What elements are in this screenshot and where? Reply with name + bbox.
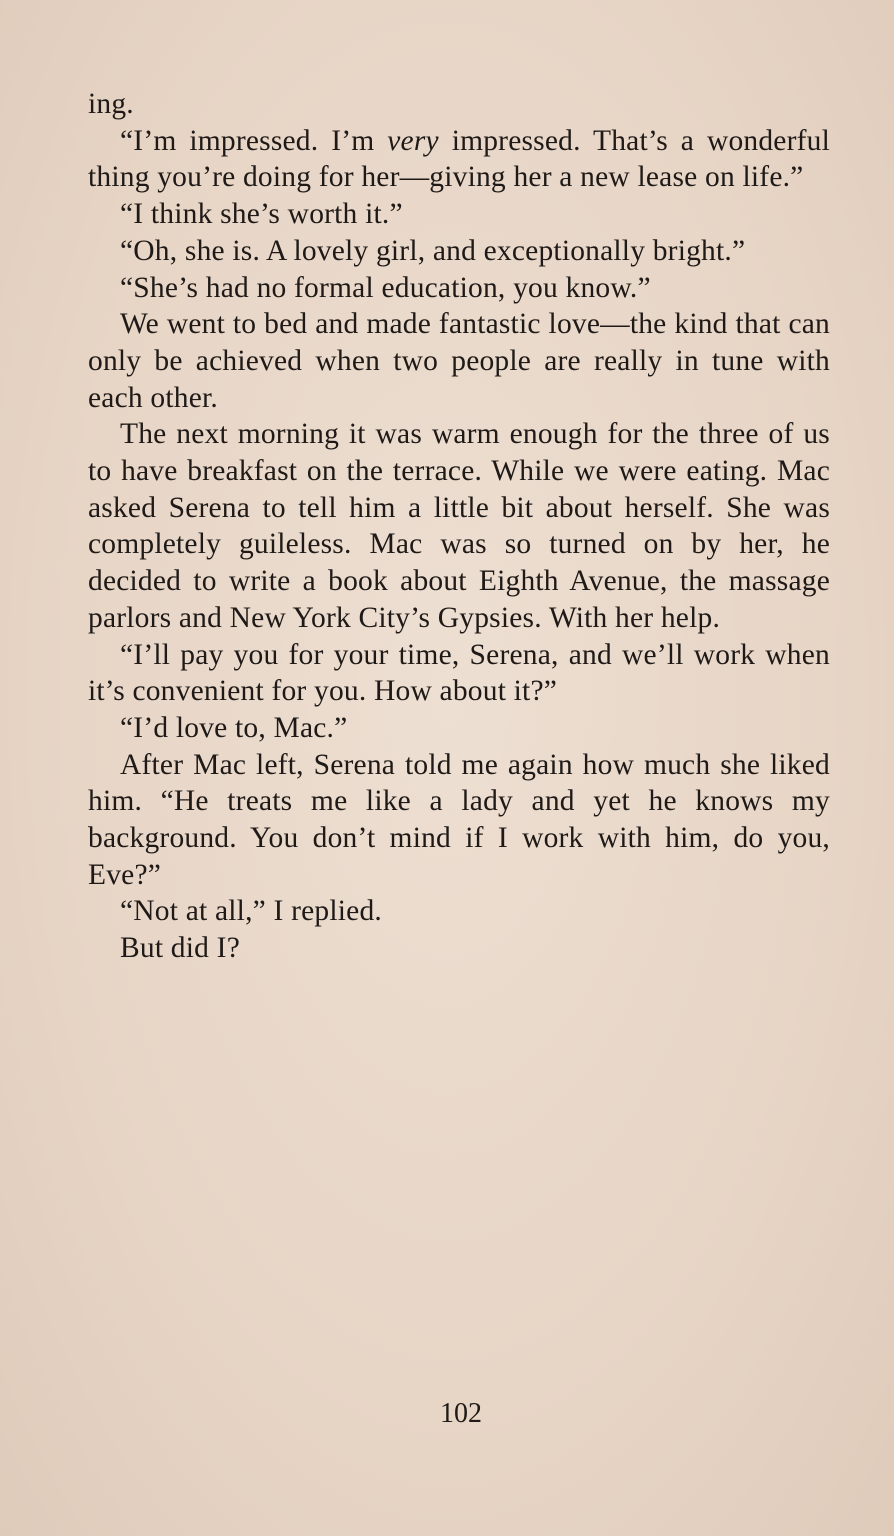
text-run: impressed. That’s a wonderful thing you’re doing for her—giving her a new lease on life.” <box>88 124 830 194</box>
paragraph: “Oh, she is. A lovely girl, and exceptionally bright.” <box>120 234 746 267</box>
paragraph: After Mac left, Serena told me again how much she liked him. “He treats me like a lady and yet he knows my background. You don’t mind if I work with him, do you, Eve?” <box>88 748 830 891</box>
paragraph: “Not at all,” I replied. <box>120 895 382 928</box>
paragraph <box>88 123 830 196</box>
body-text <box>88 86 830 967</box>
paragraph: “I think she’s worth it.” <box>120 198 403 231</box>
paragraph: ing. <box>88 88 134 120</box>
paragraph: “She’s had no formal education, you know.” <box>120 271 651 304</box>
emphasized-word: very <box>387 124 439 157</box>
paragraph: But did I? <box>120 932 240 965</box>
paragraph: “I’ll pay you for your time, Serena, and we’ll work when it’s convenient for you. How about it?” <box>88 638 830 708</box>
paragraph: The next morning it was warm enough for the three of us to have breakfast on the terrace. While we were eating. Mac asked Serena to tell him a little bit about herself. She was completely guileless. Mac was so turned on by her, he decided to write a book about Eighth Avenue, the massage parlors and New York City’s Gypsies. With her help. <box>88 418 830 634</box>
page-number: 102 <box>440 1398 482 1429</box>
text-run: “I’m impressed. I’m <box>120 124 388 157</box>
paragraph: We went to bed and made fantastic love—the kind that can only be achieved when two people are really in tune with each other. <box>88 308 830 414</box>
paragraph: “I’d love to, Mac.” <box>120 711 348 744</box>
